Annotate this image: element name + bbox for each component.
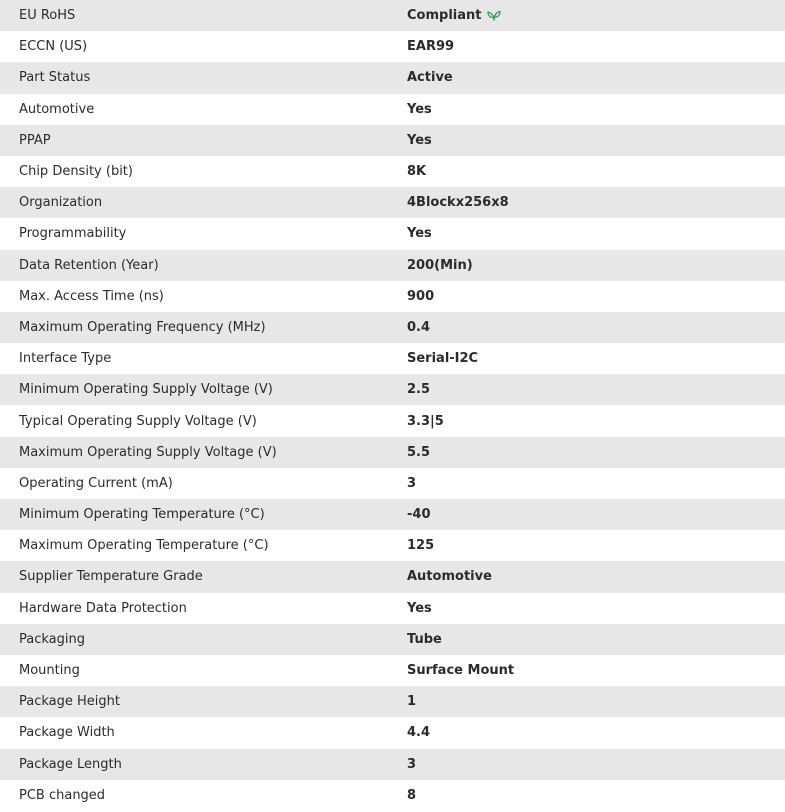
spec-value-cell <box>407 468 785 499</box>
table-row <box>0 530 785 561</box>
table-row <box>0 624 785 655</box>
table-row <box>0 780 785 811</box>
spec-value: 900 <box>407 288 435 304</box>
table-row <box>0 125 785 156</box>
spec-value: 200(Min) <box>407 257 473 273</box>
spec-label: Maximum Operating Supply Voltage (V) <box>19 444 277 460</box>
table-row <box>0 749 785 780</box>
table-row <box>0 655 785 686</box>
spec-value: Yes <box>407 600 432 616</box>
spec-value: 1 <box>407 694 417 710</box>
table-row <box>0 250 785 281</box>
spec-label: Supplier Temperature Grade <box>19 569 203 585</box>
spec-value-cell <box>407 187 785 218</box>
spec-value: Serial-I2C <box>407 351 479 367</box>
spec-value: Compliant <box>407 8 482 24</box>
table-row <box>0 468 785 499</box>
spec-label: PPAP <box>19 132 51 148</box>
spec-label: Hardware Data Protection <box>19 600 187 616</box>
spec-label: Chip Density (bit) <box>19 164 133 180</box>
spec-value: 0.4 <box>407 319 431 335</box>
leaf-icon <box>487 8 501 21</box>
spec-value-cell <box>407 343 785 374</box>
spec-label: Minimum Operating Temperature (°C) <box>19 507 265 523</box>
spec-value-cell <box>407 62 785 93</box>
spec-value-cell <box>407 780 785 811</box>
spec-value-cell <box>407 561 785 592</box>
spec-label: Organization <box>19 195 103 211</box>
spec-value: Active <box>407 70 453 86</box>
spec-label: Typical Operating Supply Voltage (V) <box>19 413 257 429</box>
spec-value: Yes <box>407 132 432 148</box>
spec-value-cell <box>407 156 785 187</box>
spec-value-cell <box>407 686 785 717</box>
spec-value: Yes <box>407 101 432 117</box>
table-row <box>0 218 785 249</box>
spec-label: Programmability <box>19 226 127 242</box>
spec-value: 4Blockx256x8 <box>407 195 509 211</box>
spec-label: Max. Access Time (ns) <box>19 288 164 304</box>
spec-value-cell <box>407 312 785 343</box>
spec-value-cell <box>407 593 785 624</box>
spec-label: Data Retention (Year) <box>19 257 159 273</box>
spec-value-cell <box>407 437 785 468</box>
table-row <box>0 94 785 125</box>
spec-value-cell <box>407 624 785 655</box>
spec-value: 3 <box>407 475 417 491</box>
spec-value: Automotive <box>407 569 492 585</box>
spec-label: ECCN (US) <box>19 39 88 55</box>
spec-value: 8K <box>407 164 427 180</box>
spec-label: Packaging <box>19 631 85 647</box>
table-row <box>0 281 785 312</box>
spec-value: EAR99 <box>407 39 455 55</box>
spec-label: EU RoHS <box>19 8 76 24</box>
table-row <box>0 593 785 624</box>
spec-value: 3 <box>407 756 417 772</box>
spec-value-cell <box>407 94 785 125</box>
spec-value: Tube <box>407 631 442 647</box>
table-row <box>0 312 785 343</box>
spec-value-cell <box>407 31 785 62</box>
spec-label: Minimum Operating Supply Voltage (V) <box>19 382 273 398</box>
spec-value: Surface Mount <box>407 663 515 679</box>
table-row <box>0 0 785 31</box>
table-row <box>0 374 785 405</box>
spec-value-cell <box>407 250 785 281</box>
spec-label: Maximum Operating Frequency (MHz) <box>19 319 266 335</box>
spec-value: 3.3|5 <box>407 413 444 429</box>
spec-value: 4.4 <box>407 725 431 741</box>
spec-label: Automotive <box>19 101 95 117</box>
spec-value-cell <box>407 374 785 405</box>
spec-value: Yes <box>407 226 432 242</box>
table-row <box>0 405 785 436</box>
spec-value: -40 <box>407 507 431 523</box>
spec-value-cell <box>407 499 785 530</box>
spec-value-cell <box>407 749 785 780</box>
spec-label: Interface Type <box>19 351 112 367</box>
spec-label: PCB changed <box>19 787 106 803</box>
spec-value-cell <box>407 218 785 249</box>
spec-value: 5.5 <box>407 444 431 460</box>
spec-value: 125 <box>407 538 435 554</box>
spec-value-cell <box>407 655 785 686</box>
table-row <box>0 31 785 62</box>
spec-value: 2.5 <box>407 382 431 398</box>
spec-value-cell <box>407 0 785 31</box>
table-row <box>0 717 785 748</box>
spec-value-cell <box>407 717 785 748</box>
table-row <box>0 156 785 187</box>
spec-label: Part Status <box>19 70 91 86</box>
table-row <box>0 62 785 93</box>
table-row <box>0 187 785 218</box>
spec-label: Package Height <box>19 694 120 710</box>
spec-label: Operating Current (mA) <box>19 475 173 491</box>
spec-value: 8 <box>407 787 417 803</box>
table-row <box>0 686 785 717</box>
spec-label: Package Width <box>19 725 115 741</box>
spec-value-cell <box>407 281 785 312</box>
spec-label: Package Length <box>19 756 122 772</box>
spec-label: Maximum Operating Temperature (°C) <box>19 538 269 554</box>
table-row <box>0 343 785 374</box>
table-row <box>0 561 785 592</box>
spec-label: Mounting <box>19 663 80 679</box>
spec-value-cell <box>407 405 785 436</box>
spec-value-cell <box>407 125 785 156</box>
spec-value-cell <box>407 530 785 561</box>
table-row <box>0 499 785 530</box>
table-row <box>0 437 785 468</box>
